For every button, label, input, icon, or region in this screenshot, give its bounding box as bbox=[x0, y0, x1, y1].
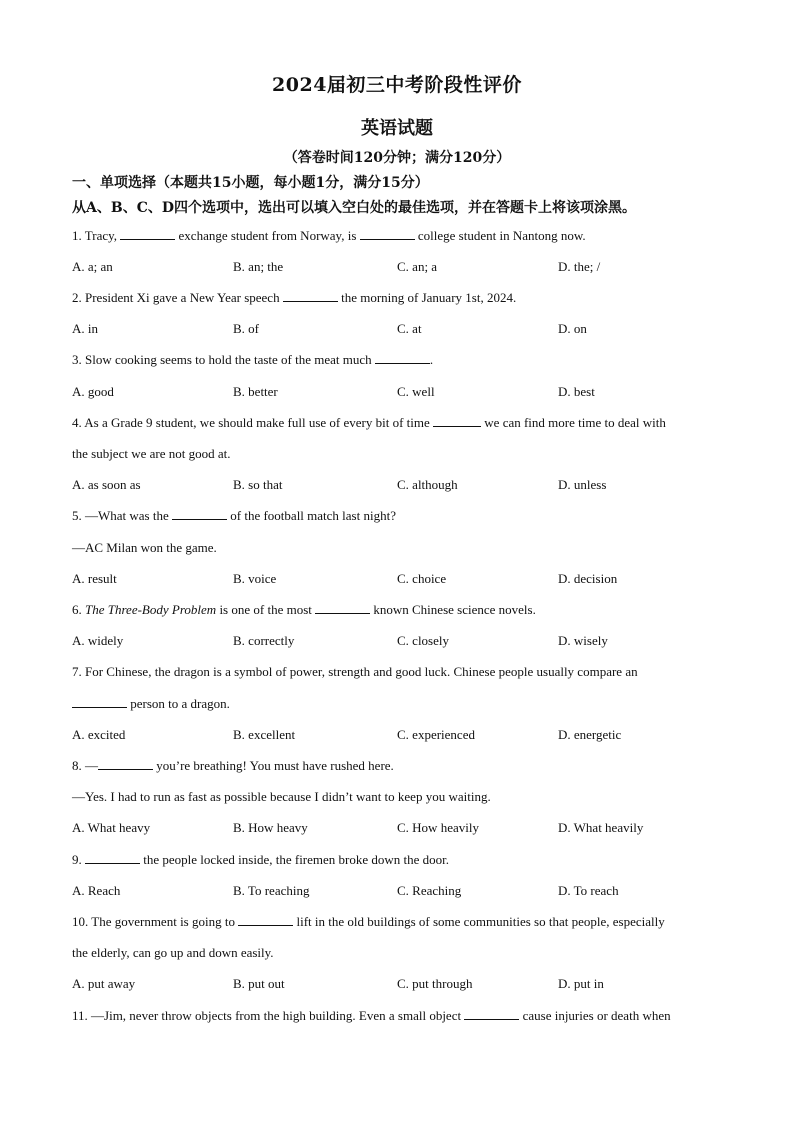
option-b: B. To reaching bbox=[233, 883, 310, 898]
option-c: C. experienced bbox=[397, 727, 475, 742]
question-text: 3. Slow cooking seems to hold the taste of the meat much bbox=[72, 352, 375, 367]
option-d: D. put in bbox=[558, 976, 604, 991]
answer-blank bbox=[85, 852, 140, 864]
question-9 bbox=[72, 852, 722, 868]
answer-blank bbox=[72, 696, 127, 708]
question-10-line-2: the elderly, can go up and down easily. bbox=[72, 945, 274, 960]
option-a: A. What heavy bbox=[72, 820, 151, 835]
option-a: A. a; an bbox=[72, 259, 113, 274]
option-b: B. so that bbox=[233, 477, 283, 492]
option-b: B. put out bbox=[233, 976, 285, 991]
option-a: A. put away bbox=[72, 976, 136, 991]
question-text: 2. President Xi gave a New Year speech bbox=[72, 290, 283, 305]
book-title: The Three-Body Problem bbox=[85, 602, 217, 617]
question-text: 5. —What was the bbox=[72, 508, 173, 523]
question-text: 1. Tracy, bbox=[72, 228, 121, 243]
question-2 bbox=[72, 290, 722, 306]
answer-blank bbox=[283, 290, 338, 302]
question-4-line-2: the subject we are not good at. bbox=[72, 446, 231, 461]
option-b: B. excellent bbox=[233, 727, 296, 742]
question-8 bbox=[72, 758, 722, 774]
question-3 bbox=[72, 352, 722, 368]
option-a: A. widely bbox=[72, 633, 124, 648]
option-b: B. correctly bbox=[233, 633, 295, 648]
option-a: A. result bbox=[72, 571, 117, 586]
answer-blank bbox=[120, 228, 175, 240]
question-text: college student in Nantong now. bbox=[414, 228, 586, 243]
question-text: we can find more time to deal with bbox=[481, 415, 666, 430]
answer-blank bbox=[360, 228, 415, 240]
question-text: lift in the old buildings of some communities so that people, especially bbox=[293, 914, 665, 929]
option-b: B. of bbox=[233, 321, 259, 336]
answer-blank bbox=[433, 415, 481, 427]
question-number: 6. bbox=[72, 602, 85, 617]
exam-info: （答卷时间120分钟；满分120分） bbox=[283, 150, 511, 166]
option-d: D. on bbox=[558, 321, 587, 336]
exam-subject: 英语试题 bbox=[361, 118, 433, 139]
option-c: C. choice bbox=[397, 571, 447, 586]
question-text: cause injuries or death when bbox=[519, 1008, 671, 1023]
question-text: 10. The government is going to bbox=[72, 914, 239, 929]
option-c: C. at bbox=[397, 321, 422, 336]
question-text: exchange student from Norway, is bbox=[175, 228, 360, 243]
option-b: B. an; the bbox=[233, 259, 284, 274]
answer-blank bbox=[375, 352, 430, 364]
question-text: 9. bbox=[72, 852, 85, 867]
question-text: the morning of January 1st, 2024. bbox=[337, 290, 517, 305]
question-10 bbox=[72, 914, 722, 930]
question-4 bbox=[72, 415, 722, 431]
option-c: C. Reaching bbox=[397, 883, 462, 898]
section-title: 一、单项选择（本题共15小题，每小题1分，满分15分） bbox=[72, 175, 429, 191]
question-11 bbox=[72, 1008, 722, 1024]
question-text: known Chinese science novels. bbox=[370, 602, 536, 617]
option-d: D. unless bbox=[558, 477, 607, 492]
question-7-line-2 bbox=[72, 696, 722, 712]
question-text: 8. — bbox=[72, 758, 98, 773]
question-5 bbox=[72, 508, 722, 524]
option-a: A. Reach bbox=[72, 883, 121, 898]
option-c: C. well bbox=[397, 384, 435, 399]
question-text: you’re breathing! You must have rushed here. bbox=[153, 758, 394, 773]
option-d: D. best bbox=[558, 384, 595, 399]
question-text: 4. As a Grade 9 student, we should make full use of every bit of time bbox=[72, 415, 434, 430]
option-c: C. How heavily bbox=[397, 820, 479, 835]
option-b: B. voice bbox=[233, 571, 277, 586]
question-text: person to a dragon. bbox=[127, 696, 230, 711]
question-8-line-2: —Yes. I had to run as fast as possible because I didn’t want to keep you waiting. bbox=[72, 789, 491, 804]
question-5-line-2: —AC Milan won the game. bbox=[72, 540, 217, 555]
answer-blank bbox=[464, 1008, 519, 1020]
option-c: C. put through bbox=[397, 976, 473, 991]
option-c: C. closely bbox=[397, 633, 449, 648]
section-instruction: 从A、B、C、D四个选项中，选出可以填入空白处的最佳选项，并在答题卡上将该项涂黑。 bbox=[72, 200, 636, 216]
option-c: C. although bbox=[397, 477, 458, 492]
option-a: A. excited bbox=[72, 727, 126, 742]
question-1 bbox=[72, 228, 722, 244]
question-text: 11. —Jim, never throw objects from the high building. Even a small object bbox=[72, 1008, 465, 1023]
option-a: A. good bbox=[72, 384, 114, 399]
option-d: D. What heavily bbox=[558, 820, 644, 835]
answer-blank bbox=[172, 508, 227, 520]
question-6 bbox=[72, 602, 722, 618]
option-b: B. How heavy bbox=[233, 820, 308, 835]
question-text: of the football match last night? bbox=[227, 508, 396, 523]
answer-blank bbox=[98, 758, 153, 770]
answer-blank bbox=[238, 914, 293, 926]
question-text: . bbox=[429, 352, 434, 367]
option-d: D. decision bbox=[558, 571, 618, 586]
option-a: A. as soon as bbox=[72, 477, 141, 492]
option-b: B. better bbox=[233, 384, 278, 399]
option-a: A. in bbox=[72, 321, 98, 336]
question-7: 7. For Chinese, the dragon is a symbol of power, strength and good luck. Chinese people usually compare an bbox=[72, 664, 638, 679]
option-d: D. the; / bbox=[558, 259, 601, 274]
option-d: D. energetic bbox=[558, 727, 622, 742]
option-c: C. an; a bbox=[397, 259, 438, 274]
option-d: D. To reach bbox=[558, 883, 619, 898]
option-d: D. wisely bbox=[558, 633, 608, 648]
answer-blank bbox=[315, 602, 370, 614]
question-text: the people locked inside, the firemen broke down the door. bbox=[140, 852, 450, 867]
question-text: is one of the most bbox=[216, 602, 316, 617]
exam-title: 2024届初三中考阶段性评价 bbox=[272, 74, 522, 96]
